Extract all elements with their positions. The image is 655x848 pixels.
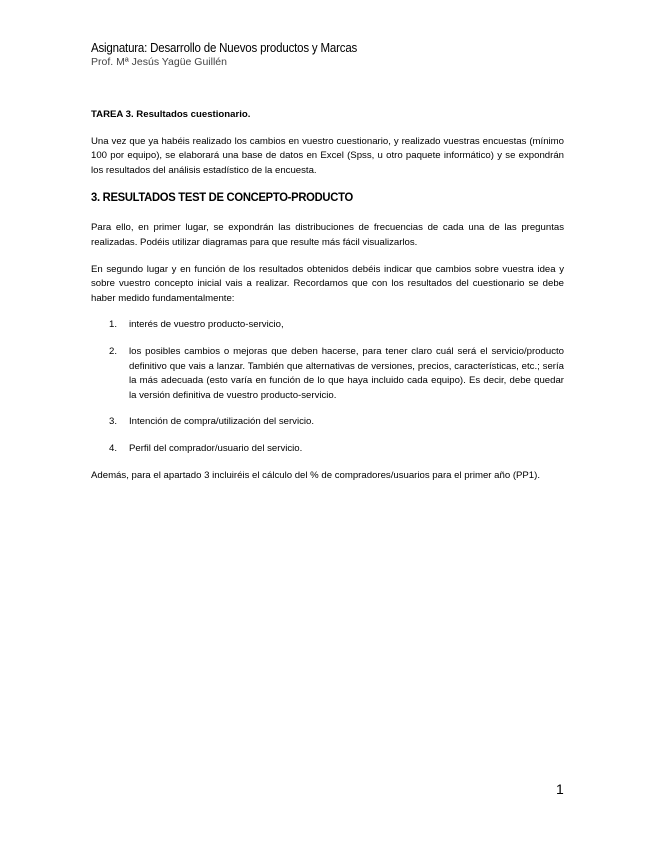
task-title: TAREA 3. Resultados cuestionario. (91, 109, 251, 120)
list-item-number: 4. (109, 442, 118, 454)
list-item (91, 415, 564, 430)
list-item-number: 2. (109, 345, 118, 357)
professor-name: Prof. Mª Jesús Yagüe Guillén (91, 56, 227, 68)
section-heading: 3. RESULTADOS TEST DE CONCEPTO-PRODUCTO (91, 190, 353, 205)
list-item-text: interés de vuestro producto-servicio, (129, 319, 284, 331)
intro-paragraph: Una vez que ya habéis realizado los cambios en vuestro cuestionario, y realizado vuestras encuestas (mínimo 100 por equipo), se elaborará una base de datos en Excel (Spss, u otro paquete informático) y se expondrán los resultados del análisis estadístico de la encuesta. (91, 135, 564, 176)
paragraph-frequencies: Para ello, en primer lugar, se expondrán las distribuciones de frecuencias de cada una de las preguntas realizadas. Podéis utilizar diagramas para que resulte más fácil visualizarlos. (91, 222, 564, 248)
list-item-text: Intención de compra/utilización del servicio. (129, 416, 315, 428)
list-item (91, 442, 564, 457)
list-item (91, 318, 564, 333)
list-item-text: Perfil del comprador/usuario del servicio. (129, 442, 303, 454)
list-item-text: los posibles cambios o mejoras que deben hacerse, para tener claro cuál será el servicio/producto definitivo que vais a lanzar. También que alternativas de versiones, precios, características, etc.; sería la más adecuada (esto varía en función de lo que haya incluido cada equipo). Es decir, debe quedar la versión definitiva de vuestro producto-servicio. (129, 345, 564, 401)
page-number: 1 (556, 781, 564, 797)
list-item-number: 1. (109, 319, 118, 331)
list-item (91, 345, 564, 403)
course-title: Asignatura: Desarrollo de Nuevos productos y Marcas (91, 41, 358, 55)
list-item-number: 3. (109, 416, 118, 428)
paragraph-changes: En segundo lugar y en función de los resultados obtenidos debéis indicar que cambios sobre vuestra idea y sobre vuestro concepto inicial vais a realizar. Recordamos que con los resultados del cuestionario se debe haber medido fundamentalmente: (91, 263, 564, 304)
criteria-list (91, 318, 564, 456)
document-body (91, 108, 564, 495)
closing-paragraph: Además, para el apartado 3 incluiréis el cálculo del % de compradores/usuarios para el primer año (PP1). (91, 469, 541, 481)
page-header (91, 41, 571, 69)
